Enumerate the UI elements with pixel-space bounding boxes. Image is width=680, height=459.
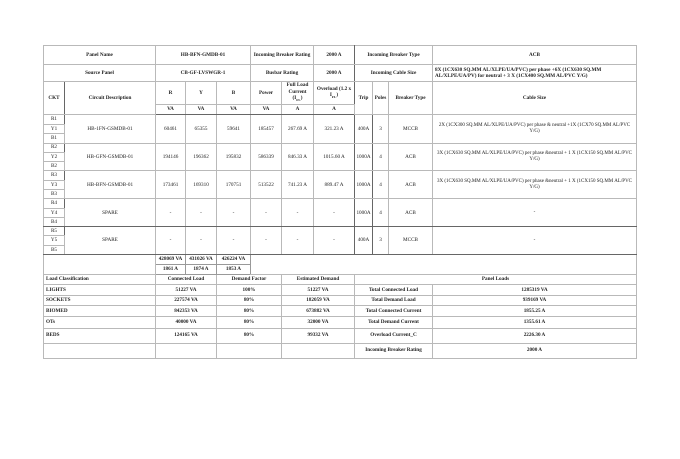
circuit-flc: 267.69 A <box>282 115 314 144</box>
panel-load-value: 1855.25 A <box>433 306 637 317</box>
panel-schedule-table <box>43 45 637 359</box>
circuit-r: 194146 <box>156 143 186 171</box>
circuit-flc: - <box>282 227 314 255</box>
load-estimated: 51227 VA <box>282 285 355 296</box>
circuit-r: 60461 <box>156 115 186 144</box>
col-power: Power <box>251 82 282 105</box>
col-ckt: CKT <box>44 82 65 115</box>
ckt-phase: Y2 <box>44 152 65 161</box>
circuit-power: - <box>251 199 282 227</box>
circuit-y: 196362 <box>186 143 217 171</box>
circuit-poles: 4 <box>373 199 389 227</box>
unit-power: VA <box>251 105 282 115</box>
ckt-phase: R1 <box>44 115 65 125</box>
circuit-power: - <box>251 227 282 255</box>
panel-load-label: Total Demand Load <box>355 295 433 306</box>
connected-load-header: Connected Load <box>156 275 217 285</box>
circuit-poles: 3 <box>373 227 389 255</box>
load-empty-cell <box>156 343 217 358</box>
circuit-trip: 400A <box>355 227 373 255</box>
circuit-b: 170751 <box>217 171 251 199</box>
load-factor: 80% <box>217 295 282 306</box>
col-overload: Overload (1.2 x $I_{FL}$) <box>314 82 355 105</box>
panel-load-value: 939169 VA <box>433 295 637 306</box>
col-b: B <box>217 82 251 105</box>
circuit-r: - <box>156 227 186 255</box>
load-factor: 80% <box>217 306 282 317</box>
estimated-demand-header: Estimated Demand <box>282 275 355 285</box>
load-name: LIGHTS <box>44 285 156 296</box>
circuit-flc: - <box>282 199 314 227</box>
ckt-phase: Y5 <box>44 236 65 245</box>
panel-name-value: HB-BFN-GMDB-01 <box>156 46 251 65</box>
circuit-y: 169310 <box>186 171 217 199</box>
circuit-r: 173461 <box>156 171 186 199</box>
ckt-phase: R4 <box>44 199 65 208</box>
circuit-poles: 4 <box>373 171 389 199</box>
total-y-va: 431026 VA <box>186 255 217 265</box>
panel-load-value: 2000 A <box>433 343 637 358</box>
circuit-overload: 889.47 A <box>314 171 355 199</box>
ckt-phase: B5 <box>44 245 65 254</box>
circuit-trip: 1000A <box>355 171 373 199</box>
unit-overload: A <box>314 105 355 115</box>
circuit-overload: 1015.60 A <box>314 143 355 171</box>
ckt-phase: R3 <box>44 171 65 180</box>
circuit-y: - <box>186 227 217 255</box>
load-name: SOCKETS <box>44 295 156 306</box>
circuit-r: - <box>156 199 186 227</box>
circuit-overload: - <box>314 199 355 227</box>
circuit-description: HB-BFN-GSMDB-01 <box>65 171 156 199</box>
panel-schedule-sheet <box>43 45 636 359</box>
col-y: Y <box>186 82 217 105</box>
unit-b: VA <box>217 105 251 115</box>
busbar-rating-value: 2000 A <box>314 65 355 82</box>
ckt-phase: Y4 <box>44 208 65 217</box>
panel-load-value: 2226.30 A <box>433 328 637 343</box>
load-connected: 40000 VA <box>156 316 217 328</box>
incoming-breaker-rating-value: 2000 A <box>314 46 355 65</box>
circuit-breaker-type: ACB <box>389 171 433 199</box>
circuit-cable-size: - <box>433 199 637 227</box>
load-connected: 842353 VA <box>156 306 217 317</box>
circuit-breaker-type: ACB <box>389 143 433 171</box>
unit-y: VA <box>186 105 217 115</box>
load-name: OTs <box>44 316 156 328</box>
ckt-phase: R2 <box>44 143 65 152</box>
busbar-rating-label: Busbar Rating <box>251 65 314 82</box>
incoming-cable-size-label: Incoming Cable Size <box>355 65 433 82</box>
load-classification-header: Load Classification <box>44 275 156 285</box>
col-poles: Poles <box>373 82 389 115</box>
circuit-breaker-type: MCCB <box>389 227 433 255</box>
circuit-power: 513522 <box>251 171 282 199</box>
circuit-trip: 400A <box>355 115 373 144</box>
circuit-cable-size: 3X (1CX630 SQ.MM AL/XLPE/UA/PVC) per phase &neutral + 1 X (1CX150 SQ.MM AL/PVC Y/G) <box>433 171 637 199</box>
circuit-description: SPARE <box>65 227 156 255</box>
source-panel-label: Source Panel <box>44 65 156 82</box>
totals-blank <box>251 255 637 275</box>
circuit-description: HB-1FN-GSMDB-01 <box>65 115 156 144</box>
col-trip: Trip <box>355 82 373 115</box>
unit-flc: A <box>282 105 314 115</box>
total-b-amps: 1853 A <box>217 265 251 275</box>
total-r-va: 428069 VA <box>156 255 186 265</box>
circuit-b: 195832 <box>217 143 251 171</box>
demand-factor-header: Demand Factor <box>217 275 282 285</box>
panel-load-label: Overload Current_C <box>355 328 433 343</box>
circuit-description: HB-GFN-GSMDB-01 <box>65 143 156 171</box>
incoming-breaker-type-label: Incoming Breaker Type <box>355 46 433 65</box>
circuit-cable-size: 2X (1CX300 SQ.MM AL/XLPE/UA/PVC) per phase & neutral +1X (1CX70 SQ.MM AL/PVC Y/G) <box>433 115 637 144</box>
circuit-b: - <box>217 227 251 255</box>
incoming-cable-size-value: 8X (1CX630 SQ.MM AL/XLPE/UA/PVC) per phase +6X (1CX630 SQ.MM AL/XLPE/UA/PV) for neutral + 3 X (1CX400 SQ.MM AL/PVC Y/G) <box>433 65 637 82</box>
incoming-breaker-type-value: ACB <box>433 46 637 65</box>
total-y-amps: 1874 A <box>186 265 217 275</box>
load-connected: 227574 VA <box>156 295 217 306</box>
ckt-phase: Y3 <box>44 180 65 189</box>
ckt-phase: B1 <box>44 134 65 144</box>
col-cable-size: Cable Size <box>433 82 637 115</box>
load-connected: 51227 VA <box>156 285 217 296</box>
ckt-phase: B3 <box>44 189 65 198</box>
circuit-breaker-type: ACB <box>389 199 433 227</box>
circuit-power: 586339 <box>251 143 282 171</box>
panel-load-label: Total Demand Current <box>355 316 433 328</box>
panel-loads-title: Panel Loads <box>355 275 637 285</box>
incoming-breaker-rating-label: Incoming Breaker Rating <box>251 46 314 65</box>
load-empty-cell <box>44 343 156 358</box>
load-estimated: 32000 VA <box>282 316 355 328</box>
panel-load-label: Total Connected Current <box>355 306 433 317</box>
load-name: BIOMED <box>44 306 156 317</box>
col-full-load-current: Full Load Current $(I_{FL})$ <box>282 82 314 105</box>
circuit-power: 185457 <box>251 115 282 144</box>
circuit-y: 65355 <box>186 115 217 144</box>
circuit-b: 59641 <box>217 115 251 144</box>
circuit-trip: 1000A <box>355 199 373 227</box>
load-connected: 124165 VA <box>156 328 217 343</box>
ckt-phase: B4 <box>44 217 65 226</box>
panel-load-value: 1285319 VA <box>433 285 637 296</box>
load-empty-cell <box>282 343 355 358</box>
circuit-flc: 846.33 A <box>282 143 314 171</box>
circuit-poles: 3 <box>373 115 389 144</box>
load-factor: 100% <box>217 285 282 296</box>
circuit-breaker-type: MCCB <box>389 115 433 144</box>
load-name: BEDS <box>44 328 156 343</box>
load-factor: 80% <box>217 328 282 343</box>
source-panel-value: CB-GF-LVSWGR-1 <box>156 65 251 82</box>
load-estimated: 99332 VA <box>282 328 355 343</box>
circuit-y: - <box>186 199 217 227</box>
totals-spacer <box>44 255 156 275</box>
circuit-description: SPARE <box>65 199 156 227</box>
ckt-phase: R5 <box>44 227 65 236</box>
circuit-trip: 1000A <box>355 143 373 171</box>
load-estimated: 182059 VA <box>282 295 355 306</box>
circuit-overload: - <box>314 227 355 255</box>
ckt-phase: Y1 <box>44 124 65 134</box>
circuit-flc: 741.23 A <box>282 171 314 199</box>
circuit-b: - <box>217 199 251 227</box>
circuit-overload: 321.23 A <box>314 115 355 144</box>
load-empty-cell <box>217 343 282 358</box>
panel-load-value: 1355.61 A <box>433 316 637 328</box>
panel-load-label: Total Connected Load <box>355 285 433 296</box>
circuit-cable-size: - <box>433 227 637 255</box>
unit-r: VA <box>156 105 186 115</box>
col-r: R <box>156 82 186 105</box>
circuit-poles: 4 <box>373 143 389 171</box>
total-r-amps: 1861 A <box>156 265 186 275</box>
load-factor: 80% <box>217 316 282 328</box>
panel-name-label: Panel Name <box>44 46 156 65</box>
ckt-phase: B2 <box>44 162 65 171</box>
panel-load-label: Incoming Breaker Rating <box>355 343 433 358</box>
total-b-va: 426224 VA <box>217 255 251 265</box>
load-estimated: 673882 VA <box>282 306 355 317</box>
col-breaker-type: Breaker Type <box>389 82 433 115</box>
circuit-cable-size: 3X (1CX630 SQ.MM AL/XLPE/UA/PVC) per phase &neutral + 1 X (1CX150 SQ.MM AL/PVC Y/G) <box>433 143 637 171</box>
col-circuit-description: Circuit Description <box>65 82 156 115</box>
